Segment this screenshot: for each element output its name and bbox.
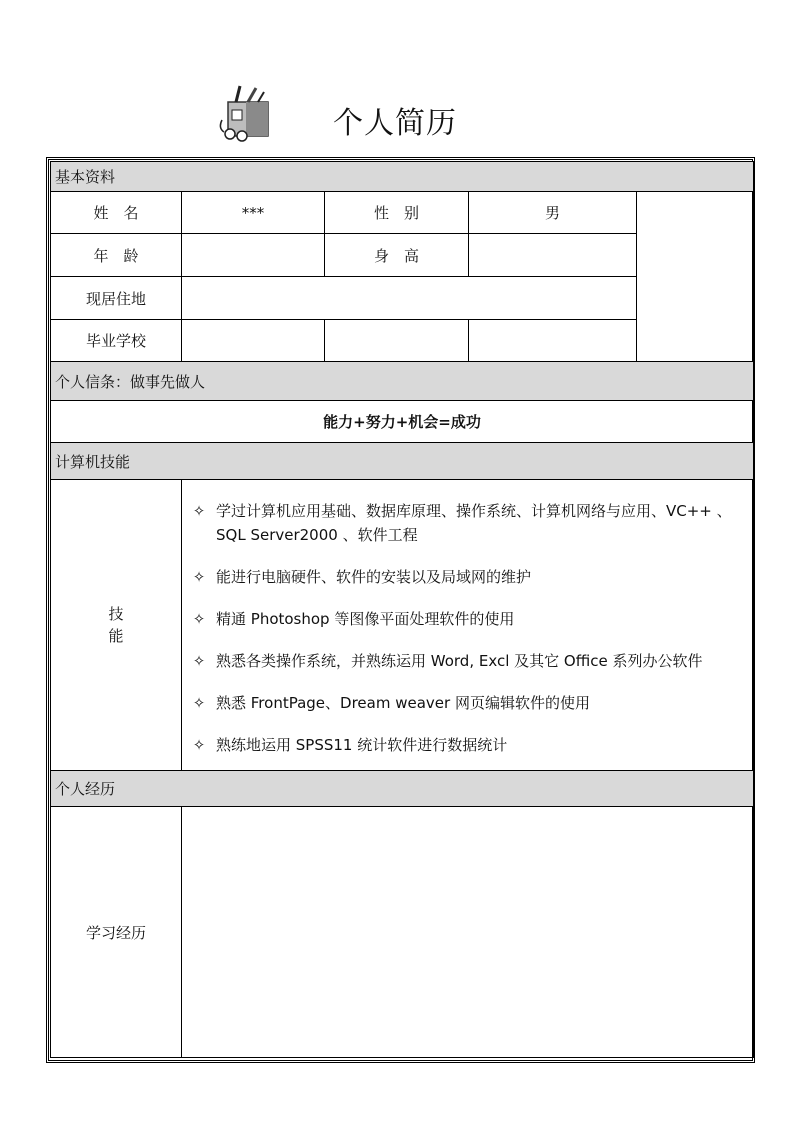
age-label: 年 龄 bbox=[51, 234, 182, 277]
height-value[interactable] bbox=[469, 234, 637, 277]
diamond-bullet-icon: ✧ bbox=[192, 736, 206, 754]
diamond-bullet-icon: ✧ bbox=[192, 610, 206, 628]
skill-item bbox=[182, 640, 753, 682]
skill-item bbox=[182, 682, 753, 724]
address-value[interactable] bbox=[182, 277, 637, 320]
skill-item bbox=[182, 598, 753, 640]
pencil-cup-icon bbox=[216, 84, 272, 142]
school-value-2[interactable] bbox=[325, 320, 469, 362]
skill-text: 熟悉各类操作系统，并熟练运用 Word, Excl 及其它 Office 系列办公软件 bbox=[216, 652, 703, 670]
skills-side-label-1: 技 bbox=[108, 605, 124, 623]
skill-text: 熟悉 FrontPage、Dream weaver 网页编辑软件的使用 bbox=[216, 694, 590, 712]
section-experience: 个人经历 bbox=[51, 771, 754, 807]
page-title: 个人简历 bbox=[333, 106, 457, 141]
diamond-bullet-icon: ✧ bbox=[192, 652, 206, 670]
address-label: 现居住地 bbox=[51, 277, 182, 320]
study-history-label: 学习经历 bbox=[51, 807, 182, 1058]
resume-table bbox=[50, 161, 754, 1058]
skills-side-label bbox=[51, 480, 182, 771]
skill-text: 精通 Photoshop 等图像平面处理软件的使用 bbox=[216, 610, 515, 628]
age-value[interactable] bbox=[182, 234, 325, 277]
school-label: 毕业学校 bbox=[51, 320, 182, 362]
skills-side-label-2: 能 bbox=[108, 627, 124, 645]
skills-list-cell bbox=[182, 480, 754, 771]
school-value-1[interactable] bbox=[182, 320, 325, 362]
section-basic-info: 基本资料 bbox=[51, 162, 754, 192]
skill-text: 能进行电脑硬件、软件的安装以及局域网的维护 bbox=[216, 568, 532, 586]
diamond-bullet-icon: ✧ bbox=[192, 502, 206, 520]
skill-text: 熟练地运用 SPSS11 统计软件进行数据统计 bbox=[216, 736, 508, 754]
skill-item bbox=[182, 490, 753, 556]
name-label: 姓 名 bbox=[51, 192, 182, 234]
school-value-3[interactable] bbox=[469, 320, 637, 362]
section-computer-skills: 计算机技能 bbox=[51, 443, 754, 480]
study-history-value[interactable] bbox=[182, 807, 754, 1058]
skill-item bbox=[182, 556, 753, 598]
photo-cell bbox=[637, 192, 754, 362]
height-label: 身 高 bbox=[325, 234, 469, 277]
gender-label: 性 别 bbox=[325, 192, 469, 234]
name-value[interactable]: *** bbox=[182, 192, 325, 234]
skill-text: 学过计算机应用基础、数据库原理、操作系统、计算机网络与应用、VC++ 、SQL Server2000 、软件工程 bbox=[216, 502, 732, 544]
diamond-bullet-icon: ✧ bbox=[192, 694, 206, 712]
motto-text: 能力+努力+机会=成功 bbox=[51, 401, 754, 443]
diamond-bullet-icon: ✧ bbox=[192, 568, 206, 586]
skill-item bbox=[182, 724, 753, 766]
gender-value[interactable]: 男 bbox=[469, 192, 637, 234]
section-motto: 个人信条：做事先做人 bbox=[51, 362, 754, 401]
skills-list bbox=[182, 490, 753, 766]
